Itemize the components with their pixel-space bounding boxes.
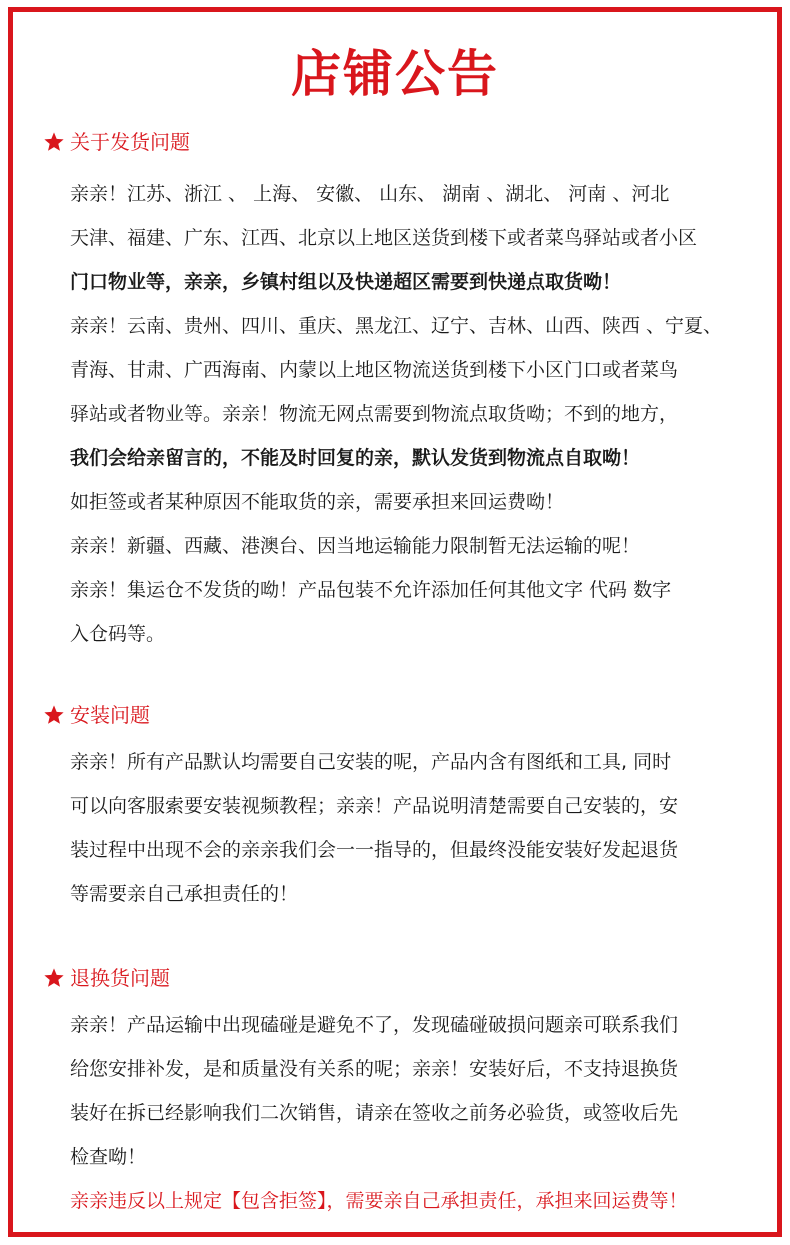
text-line: 如拒签或者某种原因不能取货的亲，需要承担来回运费呦！ [70,491,565,513]
text-line: 亲亲！所有产品默认均需要自己安装的呢，产品内含有图纸和工具, 同时 [70,751,672,773]
section-heading [43,127,190,157]
text-line: 亲亲！云南、贵州、四川、重庆、黑龙江、辽宁、吉林、山西、陕西 、宁夏、 [70,315,723,337]
section-title: 安装问题 [70,703,150,727]
text-line: 天津、福建、广东、江西、北京以上地区送货到楼下或者菜鸟驿站或者小区 [70,227,698,249]
warning-line: 亲亲违反以上规定【包含拒签】，需要亲自己承担责任，承担来回运费等！ [70,1190,688,1212]
section-body [70,740,770,916]
text-line: 等需要亲自己承担责任的！ [70,883,299,905]
star-icon [43,131,65,153]
text-line: 可以向客服索要安装视频教程；亲亲！产品说明清楚需要自己安装的，安 [70,795,679,817]
text-line: 亲亲！江苏、浙江 、 上海、 安徽、 山东、 湖南 、湖北、 河南 、河北 [70,183,670,205]
page-title: 店铺公告 [291,45,499,103]
section-body [70,1003,770,1223]
text-line: 检查呦！ [70,1146,147,1168]
text-line: 亲亲！产品运输中出现磕碰是避免不了，发现磕碰破损问题亲可联系我们 [70,1014,679,1036]
section-title: 关于发货问题 [70,130,190,154]
section-body [70,172,770,656]
text-line: 入仓码等。 [70,623,166,645]
text-line: 亲亲！新疆、西藏、港澳台、因当地运输能力限制暂无法运输的呢！ [70,535,641,557]
star-icon [43,967,65,989]
text-line: 驿站或者物业等。亲亲！物流无网点需要到物流点取货呦；不到的地方， [70,403,679,425]
section-heading [43,963,170,993]
section-heading [43,700,150,730]
notice-frame [8,7,782,1237]
section-title: 退换货问题 [70,966,170,990]
star-icon [43,704,65,726]
text-line: 我们会给亲留言的，不能及时回复的亲，默认发货到物流点自取呦！ [70,447,641,469]
text-line: 门口物业等，亲亲，乡镇村组以及快递超区需要到快递点取货呦！ [70,271,622,293]
text-line: 青海、甘肃、广西海南、内蒙以上地区物流送货到楼下小区门口或者菜鸟 [70,359,679,381]
text-line: 装过程中出现不会的亲亲我们会一一指导的，但最终没能安装好发起退货 [70,839,679,861]
text-line: 给您安排补发，是和质量没有关系的呢；亲亲！安装好后，不支持退换货 [70,1058,679,1080]
text-line: 亲亲！集运仓不发货的呦！产品包装不允许添加任何其他文字 代码 数字 [70,579,672,601]
text-line: 装好在拆已经影响我们二次销售，请亲在签收之前务必验货，或签收后先 [70,1102,679,1124]
